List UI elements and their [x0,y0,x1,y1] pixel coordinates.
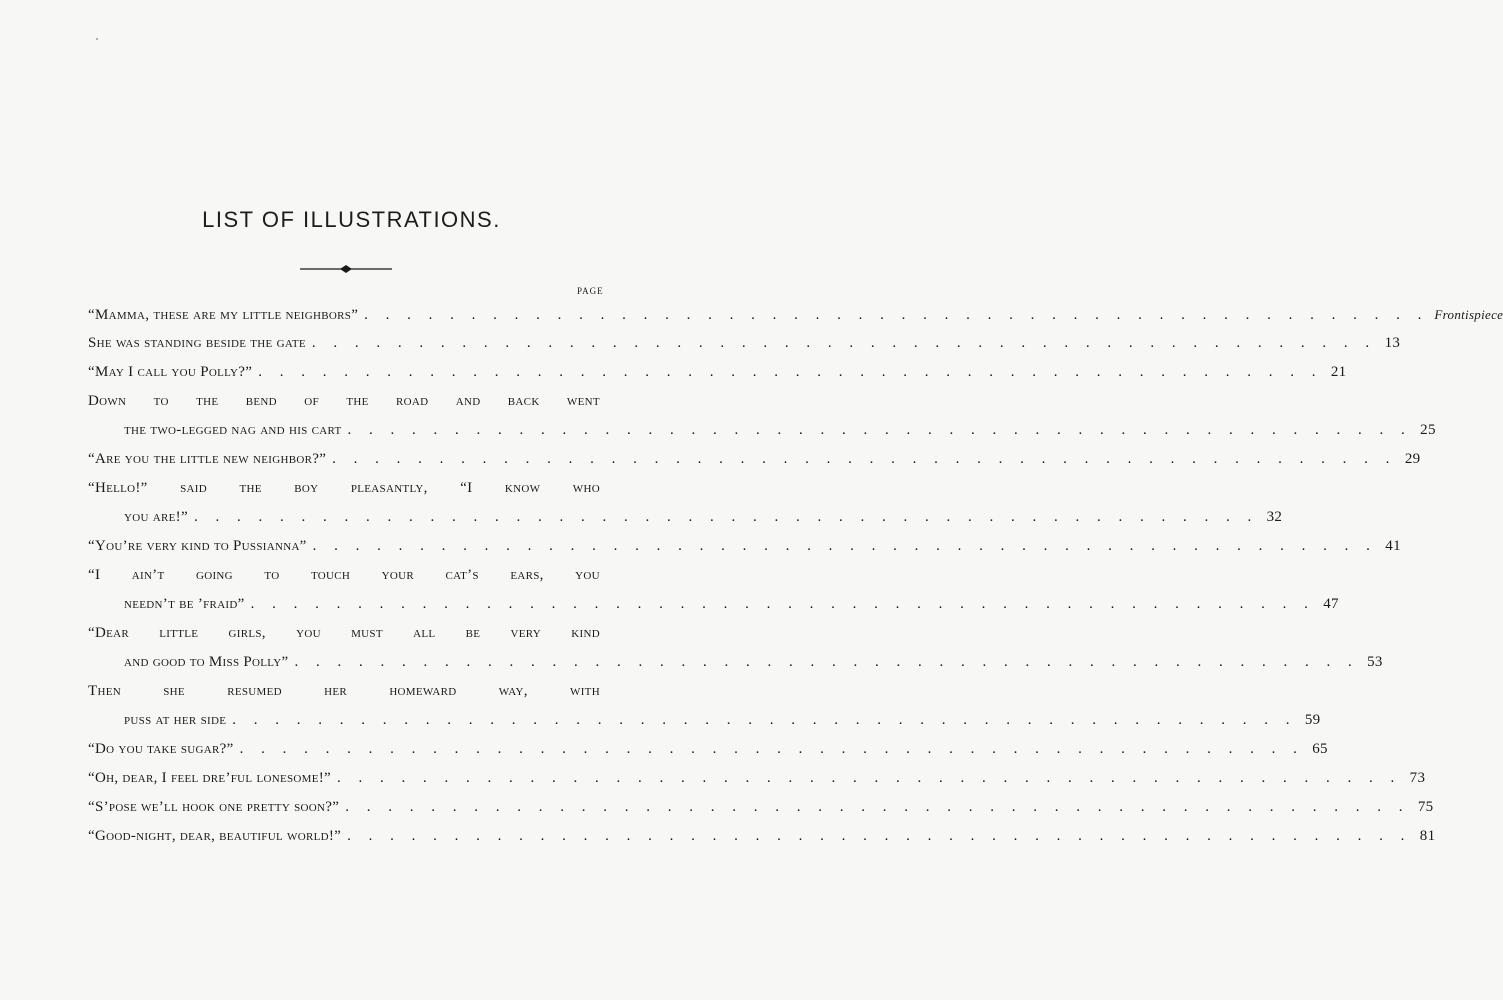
dot-leader: . . . . . . . . . . . . . . . . . . . . . . . . . . . . . . . . . . . . . . . . . . . . . . . . . . [312,538,1377,554]
entry-page-number: 59 [1304,712,1321,728]
illustration-entry [88,445,1421,474]
entry-line-first [88,561,600,590]
entry-caption: “You’re very kind to Pussianna” [88,538,307,554]
illustration-entry [88,358,1347,387]
ornament-divider-icon [300,263,392,275]
entry-page-number: 21 [1330,364,1347,380]
entry-page-number: 75 [1417,799,1434,815]
entry-caption: “May I call you Polly?” [88,364,253,380]
entry-caption: “S’pose we’ll hook one pretty soon?” [88,799,340,815]
illustration-entry [88,503,1283,532]
dot-leader: . . . . . . . . . . . . . . . . . . . . . . . . . . . . . . . . . . . . . . . . . . . . . . . . . . [294,654,1359,670]
illustration-entry [88,735,1328,764]
dot-leader: . . . . . . . . . . . . . . . . . . . . . . . . . . . . . . . . . . . . . . . . . . . . . . . . . . [347,422,1412,438]
entry-caption: “Are you the little new neighbor?” [88,451,327,467]
entry-page-number: 47 [1323,596,1339,612]
entry-page-number: 41 [1385,538,1401,554]
entry-page-number: 25 [1420,422,1436,438]
entry-caption-continued: the two-legged nag and his cart [124,422,342,438]
entry-page-number: 73 [1409,770,1426,786]
entry-caption: “Good-night, dear, beautiful world!” [88,828,342,844]
illustration-entry [88,706,1321,735]
entry-caption: She was standing beside the gate [88,335,306,351]
dot-leader: . . . . . . . . . . . . . . . . . . . . . . . . . . . . . . . . . . . . . . . . . . . . . . . . . . [332,451,1397,467]
illustration-entry [88,329,1401,358]
entry-caption-continued: and good to Miss Polly” [124,654,289,670]
page-column-label: PAGE [577,286,604,296]
entry-caption: Then she resumed her homeward way, with [88,683,600,699]
entry-caption: “Dear little girls, you must all be very kind [88,625,600,641]
illustration-entry [88,300,1503,329]
illustrations-list [88,300,1503,851]
entry-page-number: 53 [1367,654,1383,670]
entry-page-number: Frontispiece [1434,307,1503,322]
entry-caption-continued: puss at her side [124,712,227,728]
entry-page-number: 13 [1384,335,1401,351]
entry-caption-continued: needn’t be ’fraid” [124,596,245,612]
entry-line-first [88,619,600,648]
entry-page-number: 81 [1419,828,1436,844]
illustration-entry [88,590,1339,619]
entry-page-number: 32 [1266,509,1283,525]
illustration-entry [88,793,1434,822]
dot-leader: . . . . . . . . . . . . . . . . . . . . . . . . . . . . . . . . . . . . . . . . . . . . . . . . . . [337,770,1402,786]
illustration-entry [88,764,1426,793]
entry-caption: “I ain’t going to touch your cat’s ears, you [88,567,600,583]
entry-page-number: 29 [1404,451,1421,467]
entry-caption: “Mamma, these are my little neighbors” [88,307,359,323]
entry-caption-continued: you are!” [124,509,188,525]
entry-line-first [88,474,600,503]
dot-leader: . . . . . . . . . . . . . . . . . . . . . . . . . . . . . . . . . . . . . . . . . . . . . . . . . . [193,509,1259,525]
entry-caption: “Hello!” said the boy pleasantly, “I know who [88,480,600,496]
paper-speck [96,38,98,40]
dot-leader: . . . . . . . . . . . . . . . . . . . . . . . . . . . . . . . . . . . . . . . . . . . . . . . . . . [347,828,1412,844]
entry-caption: “Do you take sugar?” [88,741,234,757]
illustration-entry [88,648,1383,677]
illustration-entry [88,822,1436,851]
dot-leader: . . . . . . . . . . . . . . . . . . . . . . . . . . . . . . . . . . . . . . . . . . . . . . . . . . [258,364,1323,380]
entry-caption: Down to the bend of the road and back went [88,393,600,409]
page-title: LIST OF ILLUSTRATIONS. [202,207,501,232]
dot-leader: . . . . . . . . . . . . . . . . . . . . . . . . . . . . . . . . . . . . . . . . . . . . . . . . . . [345,799,1410,815]
dot-leader: . . . . . . . . . . . . . . . . . . . . . . . . . . . . . . . . . . . . . . . . . . . . . . . . . . [311,335,1377,351]
dot-leader: . . . . . . . . . . . . . . . . . . . . . . . . . . . . . . . . . . . . . . . . . . . . . . . . . . [239,741,1304,757]
dot-leader: . . . . . . . . . . . . . . . . . . . . . . . . . . . . . . . . . . . . . . . . . . . . . . . . . . [364,307,1429,323]
entry-line-first [88,677,600,706]
dot-leader: . . . . . . . . . . . . . . . . . . . . . . . . . . . . . . . . . . . . . . . . . . . . . . . . . . [232,712,1297,728]
dot-leader: . . . . . . . . . . . . . . . . . . . . . . . . . . . . . . . . . . . . . . . . . . . . . . . . . . [250,596,1315,612]
entry-line-first [88,387,600,416]
entry-page-number: 65 [1312,741,1328,757]
illustration-entry [88,532,1401,561]
entry-caption: “Oh, dear, I feel dre’ful lonesome!” [88,770,332,786]
illustration-entry [88,416,1436,445]
